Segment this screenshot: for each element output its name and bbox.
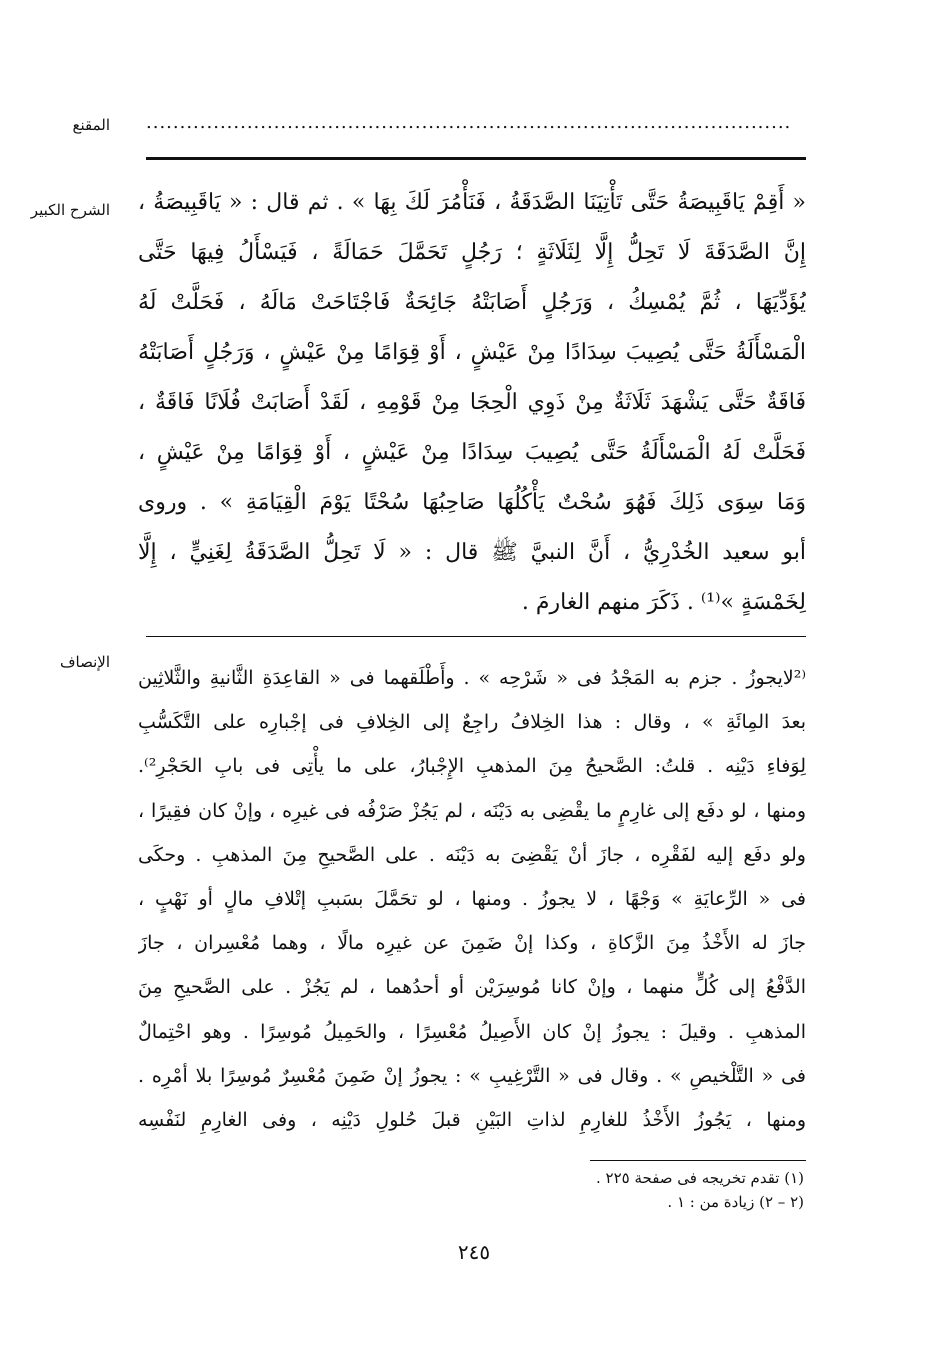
text-line: بعدَ المِائَةِ » ، وقال : هذا الخِلافُ راجِعٌ إلى الخِلافِ فى إجْبارِه على التَّكَسُّبِ — [138, 711, 806, 734]
text-line: فَاقَةٌ حَتَّى يَشْهَدَ ثَلَاثَةٌ مِنْ ذَوِي الْحِجَا مِنْ قَوْمِهِ ، لَقَدْ أَصَابَتْ فُلَانًا فَاقَةٌ ، — [138, 390, 806, 415]
text-line: « أَقِمْ يَاقَبِيصَةُ حَتَّى تَأْتِيَنَا الصَّدَقَةُ ، فَنَأْمُرَ لَكَ بِهَا » . ثم قال : « يَاقَبِيصَةُ ، — [138, 190, 806, 215]
text-line: وَمَا سِوَى ذَلِكَ فَهُوَ سُحْتٌ يَأْكُلُهَا صَاحِبُهَا سُحْتًا يَوْمَ الْقِيَامَةِ » . وروى — [138, 490, 806, 515]
insaf-section-label: الإنصاف — [59, 653, 110, 671]
main-section-label: الشرح الكبير — [30, 201, 110, 219]
text-line: أبو سعيد الخُدْرِيُّ ، أَنَّ النبيَّ ﷺ قال : « لَا تَحِلُّ الصَّدَقَةُ لِغَنِيٍّ ، إِلَّا — [138, 540, 806, 565]
page-number: ٢٤٥ — [457, 1240, 491, 1264]
text-line: لِوَفاءِ دَيْنِه . قلتُ: الصَّحيحُ مِنَ المذهبِ الإِجْبارُ، على ما يأْتِى فى بابِ الحَجْرِ²⁾. — [138, 755, 806, 778]
text-line: فى « التَّلْخيصِ » . وقال فى « التَّرْغِيبِ » : يجوزُ إنْ ضَمِنَ مُعْسِرٌ مُوسِرًا بلا أمْرِه . — [138, 1064, 806, 1087]
footnotes — [596, 1166, 804, 1214]
footnote-rule — [590, 1160, 806, 1161]
text-line: ومنها ، يَجُوزُ الأَخْذُ للغارِمِ لذاتِ البَيْنِ قبلَ حُلولِ دَيْنِه ، وفى الغارِمِ لنَفْسِه — [138, 1108, 806, 1131]
header-dotted-rule: ................................................................................................ — [146, 112, 792, 133]
header-rule — [146, 157, 806, 160]
text-line: الدَّفْعُ إلى كُلٍّ منهما ، وإنْ كانا مُوسِرَيْن أو أحدُهما ، لم يَجُزْ . على الصَّحيحِ مِنَ — [138, 976, 806, 999]
text-line: الْمَسْأَلَةُ حَتَّى يُصِيبَ سِدَادًا مِنْ عَيْشٍ ، أَوْ قِوَامًا مِنْ عَيْشٍ ، وَرَجُلٍ أَصَابَتْهُ — [138, 340, 806, 365]
section-divider — [146, 636, 806, 637]
text-line: ومنها ، لو دفَع إلى غارِمٍ ما يقْضِى به دَيْنَه ، لم يَجُزْ صَرْفُه فى غيرِه ، وإنْ كان فقِيرًا ، — [138, 799, 806, 822]
text-line: ولو دفَع إليه لفَقْرِه ، جازَ أنْ يَقْضِىَ به دَيْنَه . على الصَّحيحِ مِنَ المذهبِ . وحكَى — [138, 843, 806, 866]
text-line: فى « الرِّعايَةِ » وَجْهًا ، لا يجوزُ . ومنها ، لو تحَمَّلَ بسَببِ إتْلافِ مالٍ أو نَهْبٍ ، — [138, 887, 806, 910]
footnote: (١) تقدم تخريجه فى صفحة ٢٢٥ . — [595, 1169, 804, 1187]
main-text-block — [138, 178, 806, 628]
text-line: إِنَّ الصَّدَقَةَ لَا تَحِلُّ إِلَّا لِثَلَاثَةٍ ؛ رَجُلٍ تَحَمَّلَ حَمَالَةً ، فَيَسْأَلُ فِيهَا حَتَّى — [138, 240, 806, 265]
text-line: جازَ له الأَخْذُ مِنَ الزَّكاةِ ، وكذا إنْ ضَمِنَ عن غيرِه مالًا ، وهما مُعْسِران ، جازَ — [138, 932, 806, 955]
text-line: ⁽²لايجوزُ . جزم به المَجْدُ فى « شَرْحِه » . وأَطْلَقهما فى « القاعِدَةِ الثَّانيةِ والثَّلاثِين — [138, 667, 806, 689]
text-line: المذهبِ . وقيلَ : يجوزُ إنْ كان الأَصِيلُ مُعْسِرًا ، والحَمِيلُ مُوسِرًا . وهو احْتِمالٌ — [138, 1020, 806, 1043]
footnote: (٢ – ٢) زيادة من : ١ . — [667, 1193, 804, 1211]
insaf-text-block — [138, 656, 806, 1142]
text-line: يُؤَدِّيَهَا ، ثُمَّ يُمْسِكُ ، وَرَجُلٍ أَصَابَتْهُ جَائِحَةٌ فَاجْتَاحَتْ مَالَهُ ، فَحَلَّتْ لَهُ — [138, 290, 806, 315]
text-line: لِخَمْسَةٍ »⁽¹⁾ . ذَكَرَ منهم الغارمَ . — [521, 590, 806, 615]
text-line: فَحَلَّتْ لَهُ الْمَسْأَلَةُ حَتَّى يُصِيبَ سِدَادًا مِنْ عَيْشٍ ، أَوْ قِوَامًا مِنْ عَيْشٍ ، — [138, 440, 806, 465]
running-header-title: المقنع — [72, 116, 110, 134]
